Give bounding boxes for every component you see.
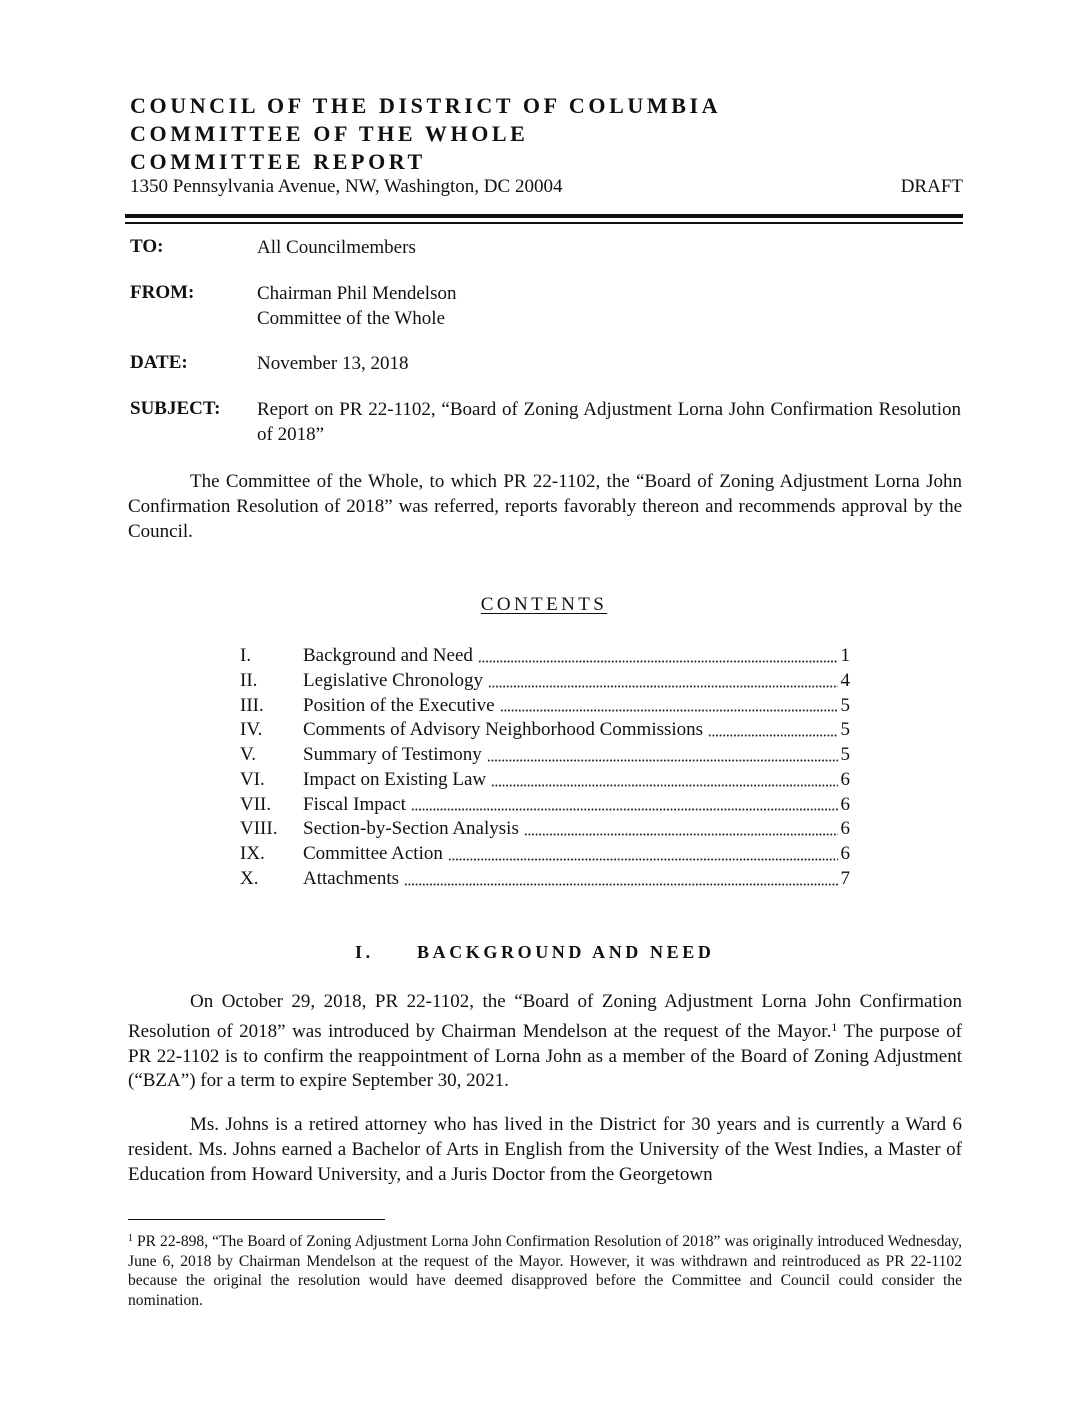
toc-item-page: 6 <box>840 768 850 790</box>
footnote <box>128 1229 962 1310</box>
toc-dot-leader <box>491 783 838 788</box>
toc-item-number: VII. <box>240 793 272 815</box>
date-label: DATE: <box>130 352 188 373</box>
toc-row[interactable] <box>240 794 850 819</box>
toc-row[interactable] <box>240 818 850 843</box>
from-value <box>257 281 456 331</box>
section-number: I. <box>355 942 374 962</box>
background-paragraph-2: Ms. Johns is a retired attorney who has lived in the District for 30 years and is currently a Ward 6 resident. Ms. Johns earned a Bachelor of Arts in English from the University of the West Indies, a Master of Education from Howard University, and a Juris Doctor from the Georgetown <box>128 1114 962 1185</box>
table-of-contents <box>240 645 850 893</box>
toc-item-number: IX. <box>240 843 265 864</box>
toc-item-title: Impact on Existing Law <box>303 768 487 790</box>
date-value: November 13, 2018 <box>257 353 409 374</box>
toc-dot-leader <box>524 832 838 837</box>
letterhead-rule-thin <box>125 222 963 224</box>
toc-row[interactable] <box>240 719 850 744</box>
toc-item-title: Attachments <box>303 867 400 889</box>
council-address: 1350 Pennsylvania Avenue, NW, Washington, DC 20004 <box>130 176 563 197</box>
section-heading <box>355 942 714 963</box>
toc-row[interactable] <box>240 670 850 695</box>
toc-item-title: Committee Action <box>303 843 443 864</box>
toc-row[interactable] <box>240 769 850 794</box>
to-value: All Councilmembers <box>257 237 416 258</box>
toc-item-page: 5 <box>840 719 850 741</box>
toc-item-page: 5 <box>840 694 850 716</box>
toc-item-page: 7 <box>840 867 850 889</box>
from-committee: Committee of the Whole <box>257 308 446 329</box>
toc-dot-leader <box>708 733 838 738</box>
draft-label: DRAFT <box>900 176 963 197</box>
toc-item-title: Background and Need <box>303 645 473 666</box>
committee-name-heading: COMMITTEE OF THE WHOLE <box>130 121 529 146</box>
intro-paragraph: The Committee of the Whole, to which PR 22-1102, the “Board of Zoning Adjustment Lorna John Confirmation Resolution of 2018” was referred, reports favorably thereon and recommends approval by the Council. <box>128 471 962 542</box>
toc-item-page: 6 <box>840 818 850 840</box>
toc-row[interactable] <box>240 645 850 670</box>
toc-item-title: Position of the Executive <box>303 694 495 716</box>
toc-dot-leader <box>488 684 838 689</box>
toc-row[interactable] <box>240 695 850 720</box>
toc-item-title: Legislative Chronology <box>303 669 483 691</box>
report-type-heading: COMMITTEE REPORT <box>130 149 426 174</box>
footnote-rule <box>128 1219 385 1220</box>
toc-item-number: III. <box>240 694 264 716</box>
toc-dot-leader <box>404 882 838 887</box>
toc-item-number: IV. <box>240 719 263 741</box>
subject-label: SUBJECT: <box>130 398 221 419</box>
subject-value: Report on PR 22-1102, “Board of Zoning Adjustment Lorna John Confirmation Resolution of 2018” <box>257 399 961 445</box>
toc-item-number: VI. <box>240 768 265 790</box>
toc-dot-leader <box>478 659 838 664</box>
contents-title: CONTENTS <box>480 594 608 615</box>
toc-item-number: V. <box>240 744 257 765</box>
toc-item-title: Fiscal Impact <box>303 793 406 815</box>
toc-item-number: II. <box>240 669 258 691</box>
from-label: FROM: <box>130 282 195 303</box>
toc-item-page: 6 <box>840 843 850 864</box>
council-name-heading: COUNCIL OF THE DISTRICT OF COLUMBIA <box>130 93 722 118</box>
toc-row[interactable] <box>240 744 850 769</box>
toc-item-title: Section-by-Section Analysis <box>303 818 519 840</box>
footnote-number: 1 <box>128 1233 133 1244</box>
toc-item-title: Comments of Advisory Neighborhood Commissions <box>303 719 704 741</box>
to-label: TO: <box>130 236 164 257</box>
toc-dot-leader <box>487 758 838 763</box>
toc-item-page: 5 <box>840 744 850 765</box>
toc-item-number: VIII. <box>240 818 278 840</box>
toc-dot-leader <box>411 807 838 812</box>
footnote-reference[interactable]: 1 <box>831 1019 838 1034</box>
footnote-text: PR 22-898, “The Board of Zoning Adjustment Lorna John Confirmation Resolution of 2018” was originally introduced Wednesday, June 6, 2018 by Chairman Mendelson at the request of the Mayor. However, it was withdrawn and reintroduced as PR 22-1102 because the original the resolution would have deemed disapproved before the Committee and Council could consider the nomination. <box>128 1233 962 1309</box>
toc-dot-leader <box>448 857 838 862</box>
toc-item-page: 4 <box>840 669 850 691</box>
toc-row[interactable] <box>240 843 850 868</box>
toc-item-number: I. <box>240 645 252 666</box>
letterhead-rule-thick <box>125 214 963 218</box>
toc-item-number: X. <box>240 867 259 889</box>
toc-item-page: 6 <box>840 793 850 815</box>
from-name: Chairman Phil Mendelson <box>257 283 457 304</box>
toc-item-page: 1 <box>840 645 850 666</box>
section-title: BACKGROUND AND NEED <box>417 942 715 962</box>
toc-item-title: Summary of Testimony <box>303 744 482 765</box>
toc-row[interactable] <box>240 868 850 893</box>
background-paragraph-1: On October 29, 2018, PR 22-1102, the “Board of Zoning Adjustment Lorna John Confirmation Resolution of 2018” was introduced by Chairman Mendelson at the request of the Mayor.$^1$ The purpose of PR 22-1102 is to confirm the reappointment of Lorna John as a member of the Board of Zoning Adjustment (“BZA”) for a term to expire September 30, 2021. <box>128 991 962 1092</box>
toc-dot-leader <box>500 708 838 713</box>
